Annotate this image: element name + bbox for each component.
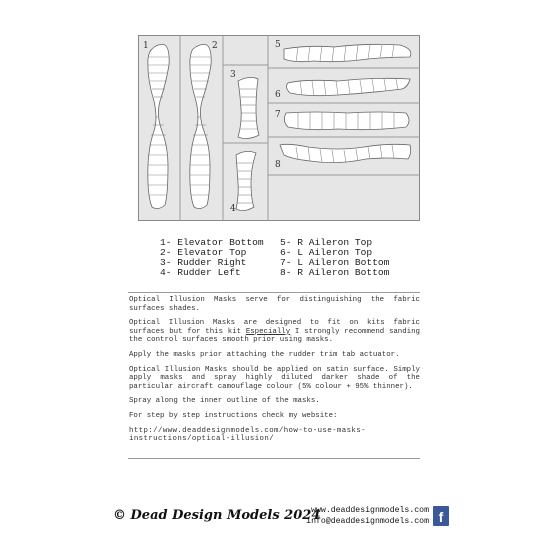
facebook-icon[interactable]: f (433, 506, 449, 526)
mask-part-7 (275, 110, 409, 130)
legend-row (160, 268, 420, 278)
instruction-text: Optical Illusion Masks are designed to fit on kits fabric surfaces but for this kit (129, 319, 420, 336)
legend-item-4: 4- Rudder Left (160, 267, 241, 278)
part-number-3: 3 (230, 70, 236, 80)
instruction-paragraph-3: Apply the masks prior attaching the rudder trim tab actuator. (129, 350, 400, 359)
mask-sheet-svg (138, 35, 420, 221)
legend-item-5: 5- R Aileron Top (280, 237, 373, 248)
emphasis-text: Especially (245, 327, 291, 336)
website-link[interactable]: www.deaddesignmodels.com (311, 506, 429, 515)
part-number-1: 1 (143, 41, 149, 51)
part-number-2: 2 (212, 41, 218, 51)
copyright-text: © Dead Design Models 2024 (113, 508, 321, 523)
legend-item-6: 6- L Aileron Top (280, 247, 373, 258)
instruction-paragraph-6: For step by step instructions check my website: (129, 411, 338, 420)
instructions-block (129, 296, 420, 450)
legend-item-2: 2- Elevator Top (160, 247, 247, 258)
instruction-paragraph-2 (129, 319, 420, 345)
part-number-7: 7 (275, 110, 281, 120)
legend-item-8: 8- R Aileron Bottom (280, 267, 390, 278)
legend-item-3: 3- Rudder Right (160, 257, 247, 268)
instruction-paragraph-1: Optical Illusion Masks serve for distinguishing the fabric surfaces shades. (129, 296, 420, 313)
legend-item-1: 1- Elevator Bottom (160, 237, 264, 248)
part-number-4: 4 (230, 204, 236, 214)
instruction-text: I strongly recommend sanding the control surfaces smooth prior using masks. (129, 327, 420, 345)
part-number-5: 5 (275, 40, 281, 50)
instruction-paragraph-5: Spray along the inner outline of the masks. (129, 397, 320, 406)
instruction-paragraph-4: Optical Illusion Masks should be applied on satin surface. Simply apply masks and spray highly diluted darker shade of the particular aircraft camouflage colour (5% colour + 95% thinner). (129, 365, 420, 391)
divider-bottom (128, 458, 420, 459)
mask-sheet-diagram (138, 35, 420, 221)
divider-top (128, 292, 420, 293)
parts-legend (160, 238, 420, 278)
legend-item-7: 7- L Aileron Bottom (280, 257, 390, 268)
part-number-6: 6 (275, 90, 281, 100)
contact-block (306, 505, 429, 527)
part-number-8: 8 (275, 160, 281, 170)
instructions-url-link[interactable]: http://www.deaddesignmodels.com/how-to-use-masks-instructions/optical-illusion/ (129, 426, 366, 444)
email-link[interactable]: info@deaddesignmodels.com (306, 517, 429, 526)
